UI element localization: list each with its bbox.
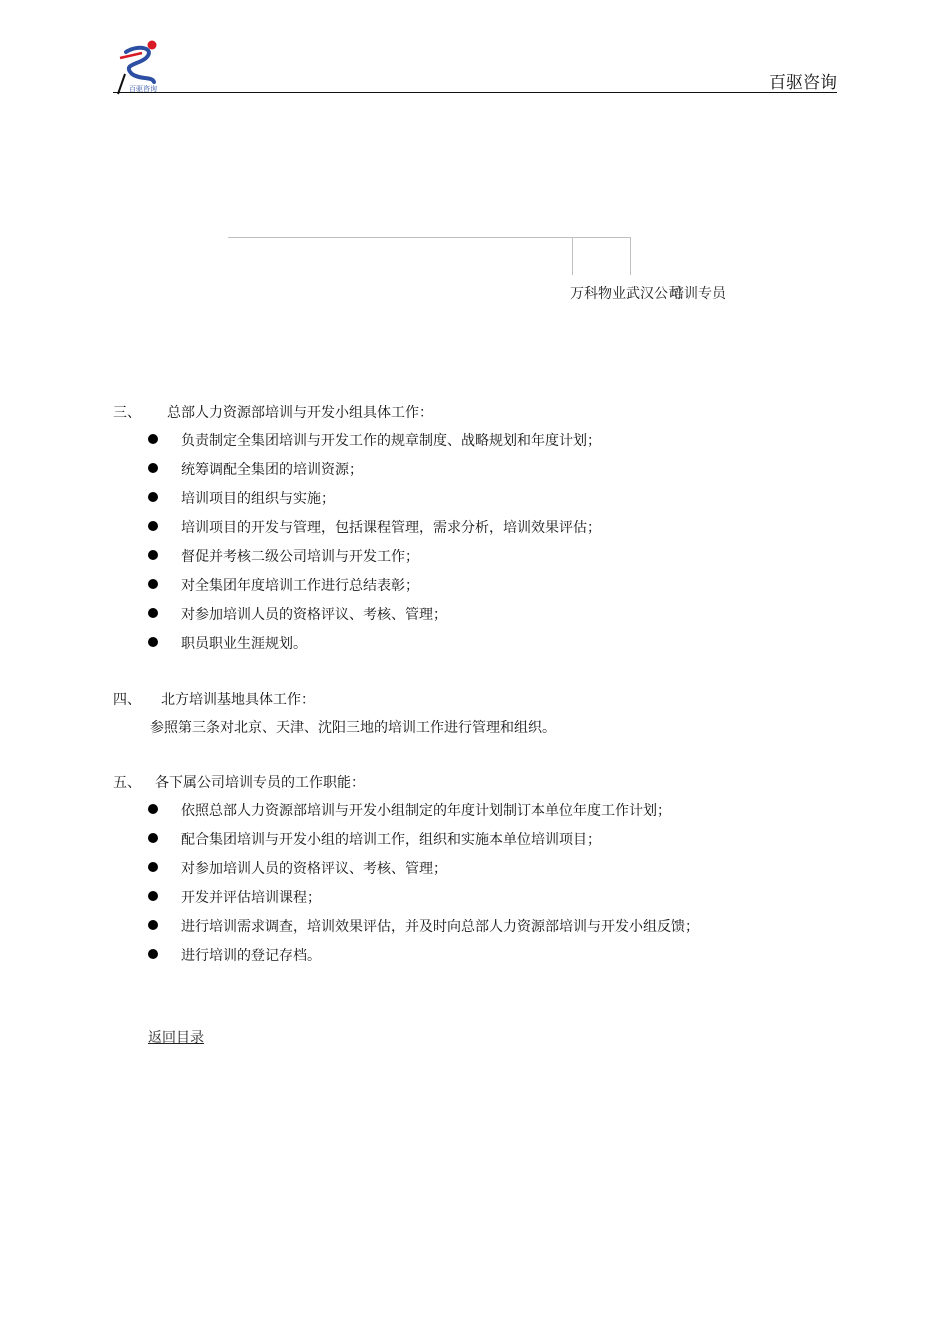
org-chart-branch-right: [630, 237, 631, 275]
bullet-icon: [148, 492, 158, 502]
section-title: 总部人力资源部培训与开发小组具体工作：: [167, 405, 433, 421]
bullet-icon: [148, 920, 158, 930]
bullet-icon: [148, 434, 158, 444]
bullet-icon: [148, 891, 158, 901]
org-chart-label-role: 培训专员: [670, 286, 726, 302]
bq-logo-icon: [112, 38, 170, 96]
bullet-icon: [148, 579, 158, 589]
bullet-icon: [148, 463, 158, 473]
brand-name: 百驱咨询: [769, 73, 837, 93]
header-divider: [113, 92, 837, 93]
bullet-icon: [148, 521, 158, 531]
bullet-icon: [148, 949, 158, 959]
section-title: 各下属公司培训专员的工作职能：: [155, 775, 365, 791]
org-chart-connector: [228, 237, 630, 238]
section-number: 四、: [113, 692, 141, 708]
org-chart-branch-left: [572, 237, 573, 275]
section-number: 三、: [113, 405, 141, 421]
back-to-contents-link[interactable]: 返回目录: [148, 1030, 204, 1046]
section-number: 五、: [113, 775, 141, 791]
bullet-icon: [148, 608, 158, 618]
bullet-icon: [148, 637, 158, 647]
bullet-icon: [148, 833, 158, 843]
section-heading-5: [113, 772, 365, 792]
org-chart-label-company: 万科物业武汉公司: [570, 286, 682, 302]
section-heading-4: [113, 689, 315, 709]
logo-text: 百驱咨询: [129, 85, 157, 93]
section-title: 北方培训基地具体工作：: [161, 692, 315, 708]
bullet-icon: [148, 804, 158, 814]
bullet-icon: [148, 862, 158, 872]
bullet-icon: [148, 550, 158, 560]
section-heading-3: [113, 402, 433, 422]
section-paragraph: 参照第三条对北京、天津、沈阳三地的培训工作进行管理和组织。: [150, 720, 556, 736]
